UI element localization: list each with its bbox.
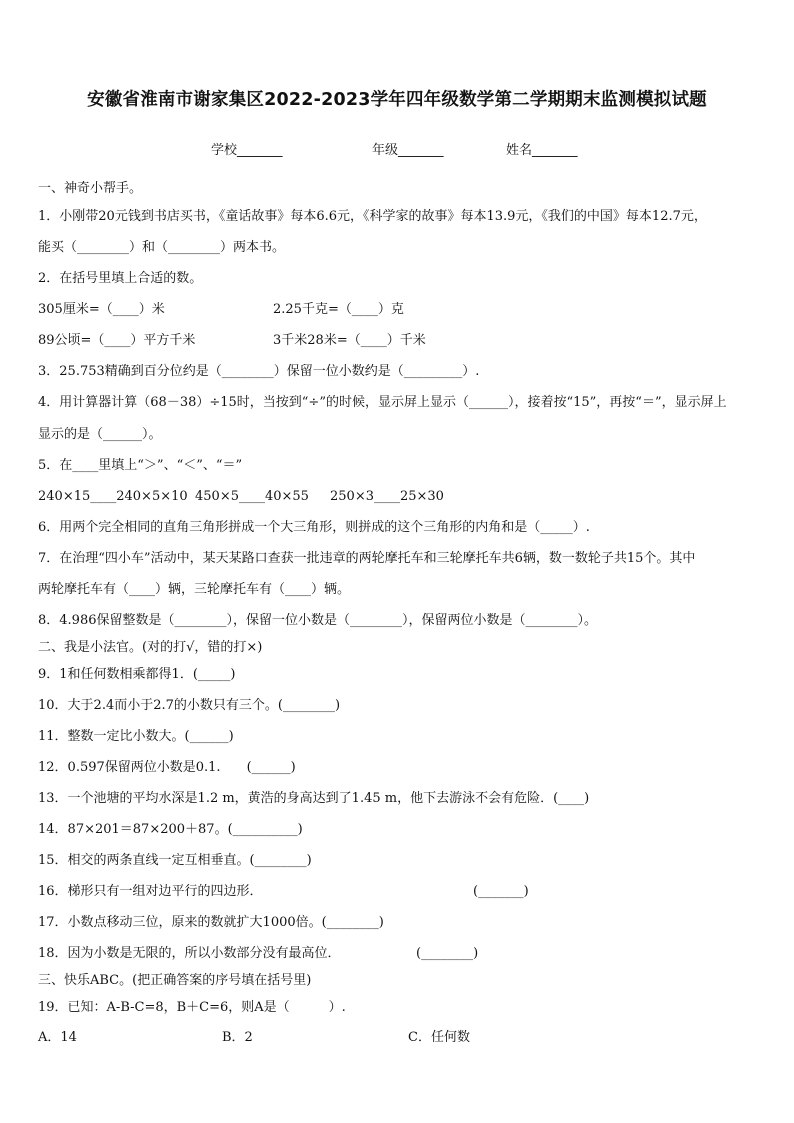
question-7-cont: 两轮摩托车有（____）辆，三轮摩托车有（____）辆。 xyxy=(38,582,351,597)
question-8: 8．4.986保留整数是（________），保留一位小数是（________），保留两位小数是（________）。 xyxy=(38,613,597,628)
q5-item-b: 450×5____40×55 xyxy=(195,489,309,504)
question-7: 7．在治理“四小车”活动中，某天某路口查获一批违章的两轮摩托车和三轮摩托车共6辆，数一数轮子共15个。其中 xyxy=(38,551,696,566)
q19-option-a: A．14 xyxy=(38,1030,77,1045)
question-3: 3．25.753精确到百分位约是（________）保留一位小数约是（_________）. xyxy=(38,364,480,379)
section-3-heading: 三、快乐ABC。(把正确答案的序号填在括号里) xyxy=(38,973,312,988)
grade-field: 年级_______ xyxy=(372,143,444,158)
q18-answer-blank: (________) xyxy=(416,946,479,961)
question-6: 6．用两个完全相同的直角三角形拼成一个大三角形，则拼成的这个三角形的内角和是（_____）. xyxy=(38,520,590,535)
q19-option-c: C．任何数 xyxy=(408,1030,470,1045)
q5-item-a: 240×15____240×5×10 xyxy=(38,489,188,504)
question-1: 1．小刚带20元钱到书店买书，《童话故事》每本6.6元，《科学家的故事》每本13.9元，《我们的中国》每本12.7元， xyxy=(38,209,707,224)
question-17: 17．小数点移动三位，原来的数就扩大1000倍。(________) xyxy=(38,915,384,930)
page-title: 安徽省淮南市谢家集区2022-2023学年四年级数学第二学期期末监测模拟试题 xyxy=(87,90,707,110)
question-13: 13．一个池塘的平均水深是1.2 m，黄浩的身高达到了1.45 m，他下去游泳不会有危险．(____) xyxy=(38,791,590,806)
question-2: 2．在括号里填上合适的数。 xyxy=(38,271,203,286)
school-field: 学校_______ xyxy=(211,143,283,158)
question-1-cont: 能买（________）和（________）两本书。 xyxy=(38,240,286,255)
question-5: 5．在____里填上“＞”、“＜”、“＝” xyxy=(38,458,243,473)
q2-item-d: 3千米28米=（____）千米 xyxy=(273,333,426,348)
question-9: 9．1和任何数相乘都得1．(_____) xyxy=(38,667,236,682)
q2-item-c: 89公顷=（____）平方千米 xyxy=(38,333,196,348)
q5-item-c: 250×3____25×30 xyxy=(330,489,444,504)
q2-item-b: 2.25千克=（____）克 xyxy=(273,302,404,317)
question-10: 10．大于2.4而小于2.7的小数只有三个。(________) xyxy=(38,698,341,713)
question-4-cont: 显示的是（______）。 xyxy=(38,427,162,442)
question-14: 14．87×201＝87×200＋87。(__________) xyxy=(38,822,303,837)
question-19: 19．已知：A-B-C=8，B＋C=6，则A是（ ）. xyxy=(38,1000,346,1015)
q16-answer-blank: (_______) xyxy=(473,884,529,899)
question-11: 11．整数一定比小数大。(______) xyxy=(38,729,234,744)
question-12: 12．0.597保留两位小数是0.1. (______) xyxy=(38,760,296,775)
question-4: 4．用计算器计算（68－38）÷15时，当按到“÷”的时候，显示屏上显示（______），接着按“15”，再按“＝”，显示屏上 xyxy=(38,395,727,410)
section-2-heading: 二、我是小法官。(对的打√，错的打×) xyxy=(38,640,263,655)
name-field: 姓名_______ xyxy=(506,143,578,158)
question-18: 18．因为小数是无限的，所以小数部分没有最高位． xyxy=(38,946,341,961)
section-1-heading: 一、神奇小帮手。 xyxy=(38,181,143,196)
q2-item-a: 305厘米=（____）米 xyxy=(38,302,165,317)
question-16: 16．梯形只有一组对边平行的四边形． xyxy=(38,884,263,899)
q19-option-b: B．2 xyxy=(222,1030,253,1045)
question-15: 15．相交的两条直线一定互相垂直。(________) xyxy=(38,853,312,868)
